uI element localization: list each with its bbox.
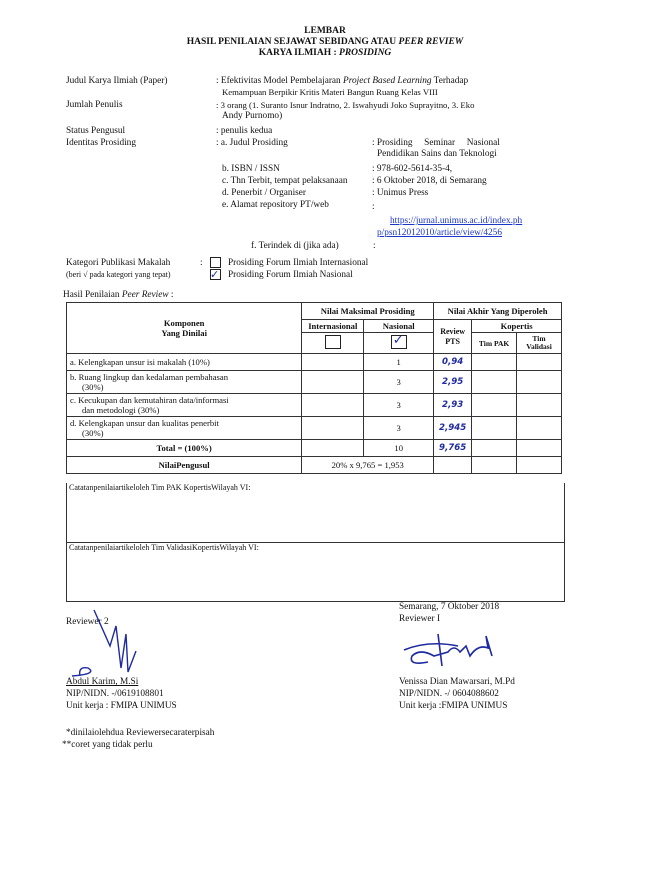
kategori-opt-nasional: Prosiding Forum Ilmiah Nasional	[228, 270, 353, 280]
row-label-1: b. Ruang lingkup dan kedalaman pembahasan	[70, 372, 228, 382]
catatan-pak-label: Catatanpenilaiartikeloleh Tim PAK KopertisWilayah VI:	[69, 483, 251, 492]
repository-colon: :	[372, 202, 375, 212]
reviewer1-label: Reviewer I	[399, 614, 441, 624]
row-review: 2,93	[434, 394, 472, 417]
reviewer1-nip: NIP/NIDN. -/ 0604088602	[399, 689, 499, 699]
jumlah-label: Jumlah Penulis	[66, 100, 123, 110]
total-row	[67, 440, 562, 457]
penerbit-value: : Unimus Press	[372, 188, 429, 198]
reviewer2-name: Abdul Karim, M.Si	[66, 677, 139, 687]
title-italic: PROSIDING	[339, 48, 392, 58]
status-label: Status Pengusul	[66, 126, 126, 136]
total-internasional	[302, 440, 364, 457]
validasi-text: Tim	[532, 334, 546, 343]
nasional-header: Nasional	[364, 320, 434, 333]
title-italic: PEER REVIEW	[398, 37, 464, 47]
hasil-text: Hasil Penilaian	[63, 290, 122, 300]
score-table	[66, 302, 562, 474]
total-tim-validasi	[517, 440, 562, 457]
row-label-1: c. Kecukupan dan kemutahiran data/informasi	[70, 395, 229, 405]
reviewer2-unit: Unit kerja : FMIPA UNIMUS	[66, 701, 177, 711]
hasil-label	[63, 290, 174, 301]
row-review: 2,945	[434, 417, 472, 440]
checkbox-internasional-table[interactable]	[325, 335, 341, 349]
reviewer1-unit: Unit kerja :FMIPA UNIMUS	[399, 701, 508, 711]
reviewer2-label: Reviewer 2	[66, 617, 109, 627]
row-internasional	[302, 417, 364, 440]
nilai-tim-validasi	[517, 457, 562, 474]
tim-validasi-header	[517, 333, 562, 354]
nilai-row	[67, 457, 562, 474]
review-pts-header	[434, 320, 472, 354]
row-label	[67, 371, 302, 394]
terbit-value: : 6 Oktober 2018, di Semarang	[372, 176, 487, 186]
judul-value	[216, 76, 561, 87]
kategori-colon: :	[200, 258, 203, 268]
terbit-label: c. Thn Terbit, tempat pelaksanaan	[222, 176, 348, 186]
catatan-pak-box	[66, 483, 565, 543]
row-tim-pak	[472, 417, 517, 440]
doc-title-line1: LEMBAR	[304, 26, 346, 36]
komponen-text: Komponen	[163, 318, 205, 328]
nasional-box-cell	[364, 333, 434, 354]
row-label	[67, 417, 302, 440]
judul-label: Judul Karya Ilmiah (Paper)	[66, 76, 168, 86]
row-tim-pak	[472, 371, 517, 394]
hasil-text: :	[168, 290, 174, 300]
total-label: Total = (100%)	[67, 440, 302, 457]
row-label-1: d. Kelengkapan unsur dan kualitas penerbit	[70, 418, 219, 428]
row-tim-validasi	[517, 371, 562, 394]
row-label	[67, 394, 302, 417]
doc-title-line3	[0, 48, 650, 59]
reviewer1-name: Venissa Dian Mawarsari, M.Pd	[399, 677, 515, 687]
internasional-box-cell	[302, 333, 364, 354]
jumlah-value: : 3 orang (1. Suranto Isnur Indratno, 2. Iswahyudi Joko Suprayitno, 3. Eko	[216, 100, 475, 110]
judul-prosiding-value-2: Pendidikan Sains dan Teknologi	[377, 149, 497, 159]
row-tim-pak	[472, 394, 517, 417]
checkbox-nasional-table[interactable]	[391, 335, 407, 349]
table-row	[67, 354, 562, 371]
nilai-review	[434, 457, 472, 474]
reviewer1-place-date: Semarang, 7 Oktober 2018	[399, 602, 500, 612]
terindek-label: f. Terindek di (jika ada)	[251, 241, 339, 251]
judul-prosiding-label: : a. Judul Prosiding	[216, 138, 288, 148]
nilai-label: NilaiPengusul	[67, 457, 302, 474]
title-text: KARYA ILMIAH :	[258, 48, 340, 58]
doc-title-line2	[0, 37, 650, 48]
checkbox-internasional[interactable]	[210, 257, 221, 268]
footnote-2: **coret yang tidak perlu	[62, 740, 153, 750]
review-text: PTS	[445, 336, 460, 346]
row-tim-validasi	[517, 417, 562, 440]
check-mark-icon: ✓	[392, 333, 404, 348]
nilai-maks-header: Nilai Maksimal Prosiding	[302, 303, 434, 320]
nilai-tim-pak	[472, 457, 517, 474]
kopertis-header: Kopertis	[472, 320, 562, 333]
judul-prosiding-value: : Prosiding Seminar Nasional	[372, 138, 500, 148]
repository-link-2[interactable]: p/psn12012010/article/view/4256	[377, 228, 502, 238]
isbn-value: : 978-602-5614-35-4,	[372, 164, 453, 174]
judul-value-2: Kemampuan Berpikir Kritis Materi Bangun Ruang Kelas VIII	[222, 87, 438, 97]
row-label: a. Kelengkapan unsur isi makalah (10%)	[67, 354, 302, 371]
table-row	[67, 417, 562, 440]
status-value: : penulis kedua	[216, 126, 273, 136]
row-tim-validasi	[517, 354, 562, 371]
internasional-header: Internasional	[302, 320, 364, 333]
row-tim-validasi	[517, 394, 562, 417]
title-text: HASIL PENILAIAN SEJAWAT SEBIDANG ATAU	[186, 37, 399, 47]
kategori-label: Kategori Publikasi Makalah	[66, 258, 171, 268]
kategori-opt-internasional: Prosiding Forum Ilmiah Internasional	[228, 258, 369, 268]
row-label-2: (30%)	[82, 428, 104, 438]
total-tim-pak	[472, 440, 517, 457]
row-review: 0,94	[434, 354, 472, 371]
judul-text: Terhadap	[431, 76, 469, 86]
row-max: 3	[364, 394, 434, 417]
row-label-2: dan metodologi (30%)	[82, 405, 160, 415]
komponen-header	[67, 303, 302, 354]
row-internasional	[302, 394, 364, 417]
nilai-akhir-header: Nilai Akhir Yang Diperoleh	[434, 303, 562, 320]
row-max: 3	[364, 417, 434, 440]
total-review: 9,765	[434, 440, 472, 457]
catatan-validasi-box	[66, 542, 565, 602]
jumlah-value-2: Andy Purnomo)	[222, 111, 283, 121]
identitas-label: Identitas Prosiding	[66, 138, 136, 148]
reviewer2-nip: NIP/NIDN. -/0619108801	[66, 689, 164, 699]
row-max: 1	[364, 354, 434, 371]
table-row	[67, 394, 562, 417]
kategori-sublabel: (beri √ pada kategori yang tepat)	[66, 270, 171, 279]
footnote-1: *dinilaiolehdua Reviewersecaraterpisah	[66, 728, 215, 738]
judul-text: : Efektivitas Model Pembelajaran	[216, 76, 344, 86]
terindek-colon: :	[373, 241, 376, 251]
komponen-text: Yang Dinilai	[161, 328, 207, 338]
table-row	[67, 371, 562, 394]
penerbit-label: d. Penerbit / Organiser	[222, 188, 306, 198]
nilai-formula: 20% x 9,765 = 1,953	[302, 457, 434, 474]
check-mark-icon: ✓	[210, 268, 220, 281]
reviewer1-signature-icon	[398, 626, 508, 676]
tim-pak-header: Tim PAK	[472, 333, 517, 354]
reviewer2-signature-icon	[66, 606, 156, 686]
row-label-2: (30%)	[82, 382, 104, 392]
row-internasional	[302, 371, 364, 394]
row-tim-pak	[472, 354, 517, 371]
catatan-validasi-label: Catatanpenilaiartikeloleh Tim ValidasiKopertisWilayah VI:	[69, 543, 259, 552]
repository-label: e. Alamat repository PT/web	[222, 200, 329, 210]
judul-italic: Project Based Learning	[343, 76, 432, 86]
row-review: 2,95	[434, 371, 472, 394]
review-text: Review	[440, 326, 466, 336]
hasil-italic: Peer Review	[121, 290, 169, 300]
isbn-label: b. ISBN / ISSN	[222, 164, 280, 174]
total-max: 10	[364, 440, 434, 457]
row-internasional	[302, 354, 364, 371]
repository-link[interactable]: https://jurnal.unimus.ac.id/index.ph	[390, 216, 523, 226]
validasi-text: Validasi	[526, 342, 552, 351]
row-max: 3	[364, 371, 434, 394]
